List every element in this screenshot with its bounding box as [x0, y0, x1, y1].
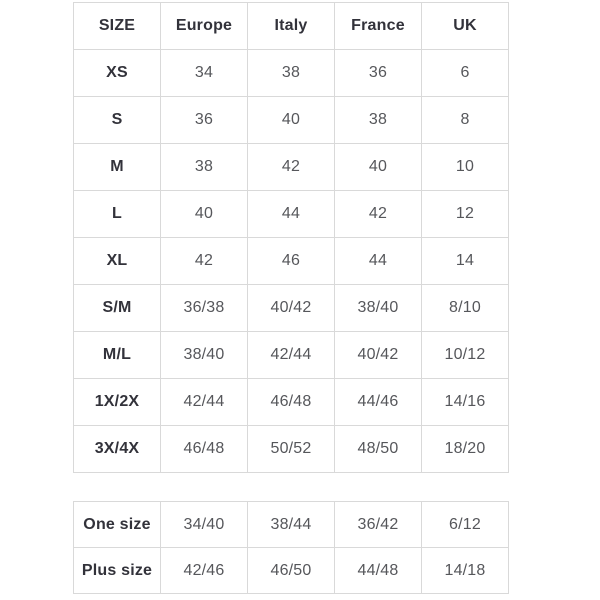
size-value-cell: 46/48	[248, 379, 335, 426]
size-label-cell: M	[74, 144, 161, 191]
size-value-cell: 8/10	[422, 285, 509, 332]
column-header-size: SIZE	[74, 3, 161, 50]
table-row	[74, 191, 509, 238]
size-table-header-row	[74, 3, 509, 50]
size-value-cell: 46	[248, 238, 335, 285]
size-label-cell: XS	[74, 50, 161, 97]
size-value-cell: 46/50	[248, 548, 335, 594]
size-label-cell: 3X/4X	[74, 426, 161, 473]
size-value-cell: 38	[161, 144, 248, 191]
size-value-cell: 40	[335, 144, 422, 191]
size-value-cell: 8	[422, 97, 509, 144]
size-value-cell: 10	[422, 144, 509, 191]
table-row	[74, 50, 509, 97]
size-value-cell: 36	[161, 97, 248, 144]
size-label-cell: S/M	[74, 285, 161, 332]
size-value-cell: 42	[335, 191, 422, 238]
size-value-cell: 34/40	[161, 502, 248, 548]
column-header-france: France	[335, 3, 422, 50]
size-value-cell: 42	[248, 144, 335, 191]
size-label-cell: One size	[74, 502, 161, 548]
size-label-cell: L	[74, 191, 161, 238]
table-row	[74, 97, 509, 144]
size-value-cell: 42	[161, 238, 248, 285]
size-value-cell: 44/48	[335, 548, 422, 594]
table-row	[74, 548, 509, 594]
size-label-cell: 1X/2X	[74, 379, 161, 426]
size-value-cell: 50/52	[248, 426, 335, 473]
size-value-cell: 14/16	[422, 379, 509, 426]
table-row	[74, 379, 509, 426]
size-value-cell: 46/48	[161, 426, 248, 473]
table-row	[74, 332, 509, 379]
column-header-italy: Italy	[248, 3, 335, 50]
size-value-cell: 14/18	[422, 548, 509, 594]
size-value-cell: 44/46	[335, 379, 422, 426]
size-value-cell: 38/40	[335, 285, 422, 332]
size-value-cell: 40	[248, 97, 335, 144]
special-sizes-table	[73, 501, 509, 594]
size-value-cell: 48/50	[335, 426, 422, 473]
column-header-europe: Europe	[161, 3, 248, 50]
table-row	[74, 144, 509, 191]
size-value-cell: 38/44	[248, 502, 335, 548]
size-value-cell: 42/44	[248, 332, 335, 379]
table-row	[74, 426, 509, 473]
size-value-cell: 34	[161, 50, 248, 97]
size-label-cell: M/L	[74, 332, 161, 379]
size-value-cell: 42/44	[161, 379, 248, 426]
size-label-cell: S	[74, 97, 161, 144]
size-label-cell: XL	[74, 238, 161, 285]
size-value-cell: 14	[422, 238, 509, 285]
size-value-cell: 38	[335, 97, 422, 144]
size-value-cell: 36/38	[161, 285, 248, 332]
size-value-cell: 6	[422, 50, 509, 97]
size-value-cell: 40/42	[335, 332, 422, 379]
size-value-cell: 40/42	[248, 285, 335, 332]
size-value-cell: 38	[248, 50, 335, 97]
size-value-cell: 40	[161, 191, 248, 238]
size-value-cell: 44	[335, 238, 422, 285]
size-conversion-table	[73, 2, 509, 473]
size-value-cell: 36	[335, 50, 422, 97]
column-header-uk: UK	[422, 3, 509, 50]
size-value-cell: 38/40	[161, 332, 248, 379]
size-value-cell: 42/46	[161, 548, 248, 594]
size-value-cell: 44	[248, 191, 335, 238]
size-value-cell: 36/42	[335, 502, 422, 548]
size-value-cell: 12	[422, 191, 509, 238]
table-row	[74, 502, 509, 548]
special-sizes-table-body	[74, 502, 509, 594]
size-value-cell: 6/12	[422, 502, 509, 548]
table-row	[74, 285, 509, 332]
table-row	[74, 238, 509, 285]
size-value-cell: 18/20	[422, 426, 509, 473]
size-value-cell: 10/12	[422, 332, 509, 379]
tables-divider-gap	[73, 473, 509, 501]
size-tables-container	[73, 2, 509, 594]
size-table-body	[74, 50, 509, 473]
size-label-cell: Plus size	[74, 548, 161, 594]
